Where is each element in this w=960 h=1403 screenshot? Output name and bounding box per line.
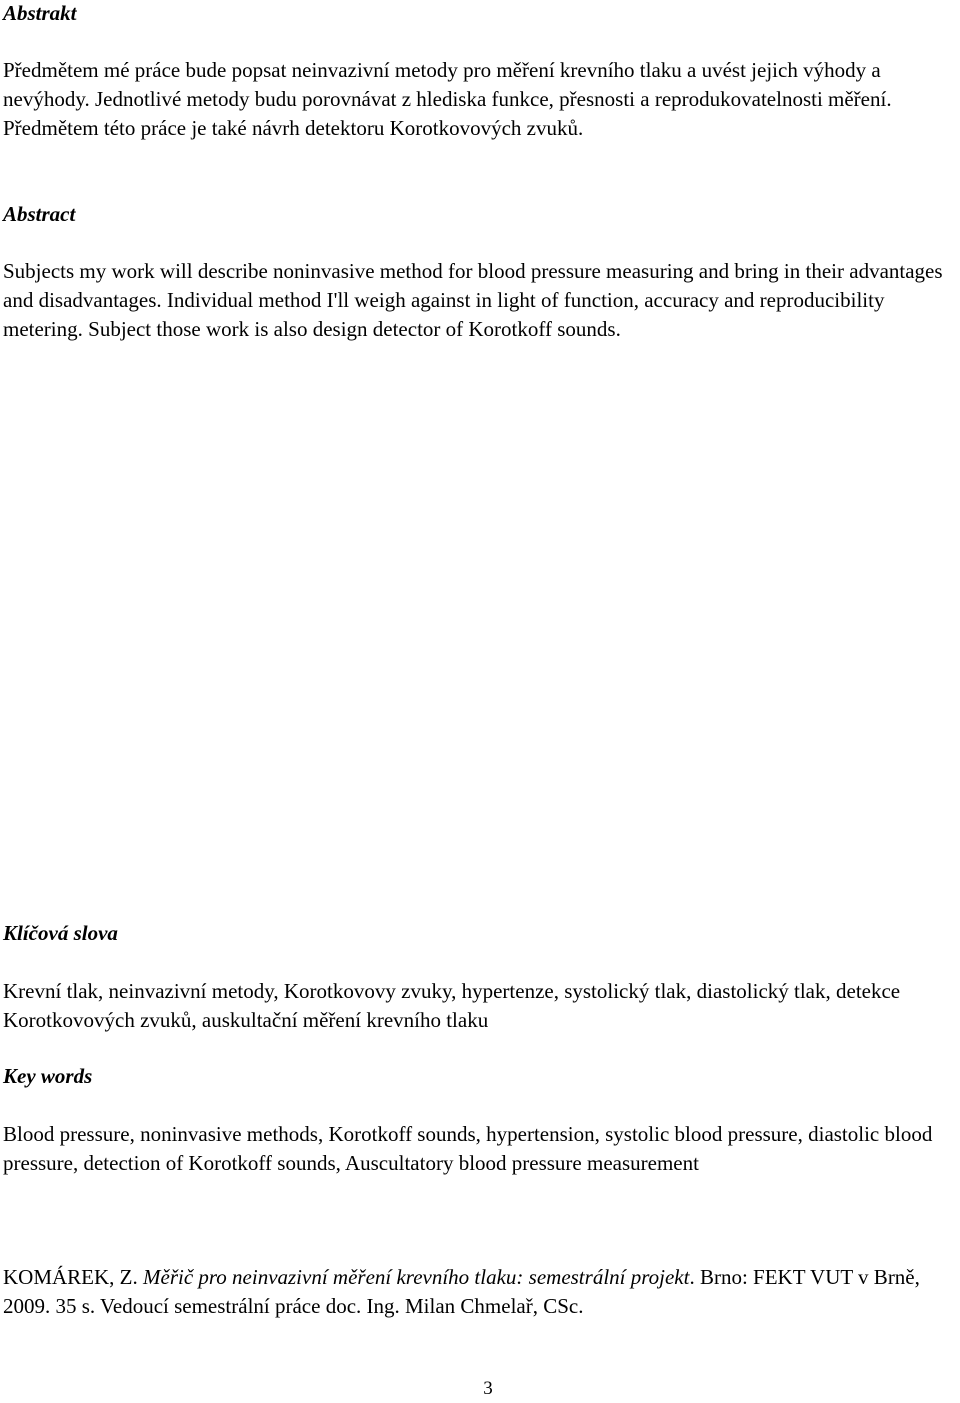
citation [3, 1263, 953, 1321]
abstract-heading: Abstract [3, 202, 76, 226]
abstrakt-paragraph: Předmětem mé práce bude popsat neinvazivní metody pro měření krevního tlaku a uvést jejich výhody a nevýhody. Jednotlivé metody budu porovnávat z hlediska funkce, přesnosti a reprodukovatelnosti měření. Předmětem této práce je také návrh detektoru Korotkovových zvuků. [3, 58, 892, 140]
klicova-slova-heading: Klíčová slova [3, 921, 118, 945]
page-number: 3 [483, 1378, 493, 1399]
key-words-heading: Key words [3, 1064, 93, 1088]
abstrakt-heading: Abstrakt [3, 1, 77, 25]
citation-author: KOMÁREK, Z. [3, 1265, 143, 1289]
citation-details: . Brno: FEKT VUT v Brně, 2009. 35 s. Vedoucí semestrální práce doc. Ing. Milan Chmelař, CSc. [3, 1265, 920, 1318]
klicova-slova-paragraph: Krevní tlak, neinvazivní metody, Korotkovovy zvuky, hypertenze, systolický tlak, diastolický tlak, detekce Korotkovových zvuků, auskultační měření krevního tlaku [3, 979, 901, 1032]
abstract-paragraph: Subjects my work will describe noninvasive method for blood pressure measuring and bring in their advantages and disadvantages. Individual method I'll weigh against in light of function, accuracy and reproducibility metering. Subject those work is also design detector of Korotkoff sounds. [3, 259, 943, 341]
key-words-paragraph: Blood pressure, noninvasive methods, Korotkoff sounds, hypertension, systolic blood pressure, diastolic blood pressure, detection of Korotkoff sounds, Auscultatory blood pressure measurement [3, 1122, 933, 1175]
citation-title: Měřič pro neinvazivní měření krevního tlaku: semestrální projekt [143, 1265, 690, 1289]
